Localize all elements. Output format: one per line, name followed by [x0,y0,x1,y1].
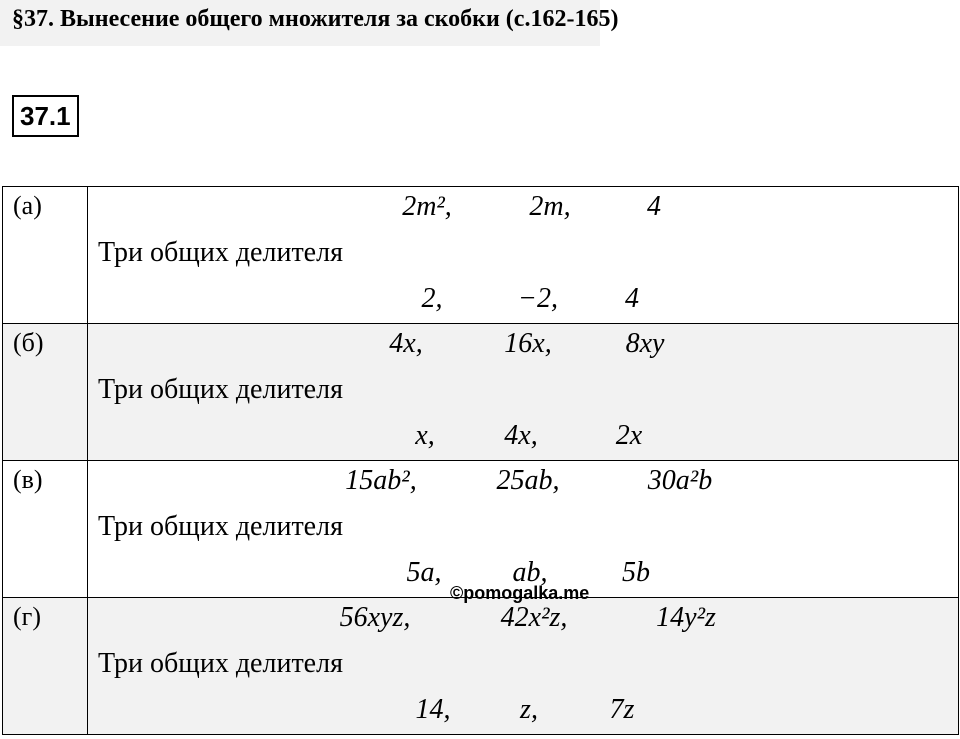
given-value: 30a²b [647,465,713,496]
row-content [88,598,959,735]
answer-value: −2, [518,283,558,314]
watermark: ©pomogalka.me [450,583,590,603]
exercise-table [2,186,959,735]
row-text: Три общих делителя [98,648,343,679]
row-text: Три общих делителя [98,511,343,542]
row-content [88,461,959,598]
row-content [88,187,959,324]
answer-values [88,420,958,460]
row-label: (г) [3,598,88,735]
given-value: 16x, [504,328,552,359]
given-value: 15ab², [345,465,417,496]
answer-value: 4x, [504,420,538,451]
answer-value: z, [520,694,538,725]
row-label: (в) [3,461,88,598]
row-text: Три общих делителя [98,374,343,405]
row-label: (б) [3,324,88,461]
table-row [3,461,959,598]
row-content [88,324,959,461]
table-row [3,187,959,324]
answer-value: 4 [625,283,639,314]
given-values [88,602,958,642]
given-value: 8xy [625,328,665,359]
answer-value: 5b [622,557,650,588]
given-value: 25ab, [496,465,560,496]
given-values [88,328,958,368]
given-value: 2m², [402,191,452,222]
answer-value: 2x [615,420,643,451]
table-row [3,598,959,735]
exercise-number: 37.1 [12,95,79,137]
given-value: 4 [647,191,661,222]
answer-values [88,283,958,323]
given-value: 2m, [529,191,571,222]
answer-value: 5a, [406,557,442,588]
given-value: 14y²z [656,602,716,633]
table-row [3,324,959,461]
answer-value: 14, [415,694,451,725]
answer-values [88,694,958,734]
given-value: 56xyz, [339,602,411,633]
row-text: Три общих делителя [98,237,343,268]
answer-value: x, [415,420,435,451]
page-title: §37. Вынесение общего множителя за скобки (с.162-165) [12,6,619,32]
given-value: 42x²z, [500,602,568,633]
answer-value: 7z [609,694,635,725]
answer-value: 2, [421,283,443,314]
given-values [88,465,958,505]
given-values [88,191,958,231]
given-value: 4x, [389,328,423,359]
answer-value: ab, [512,557,548,588]
row-label: (а) [3,187,88,324]
